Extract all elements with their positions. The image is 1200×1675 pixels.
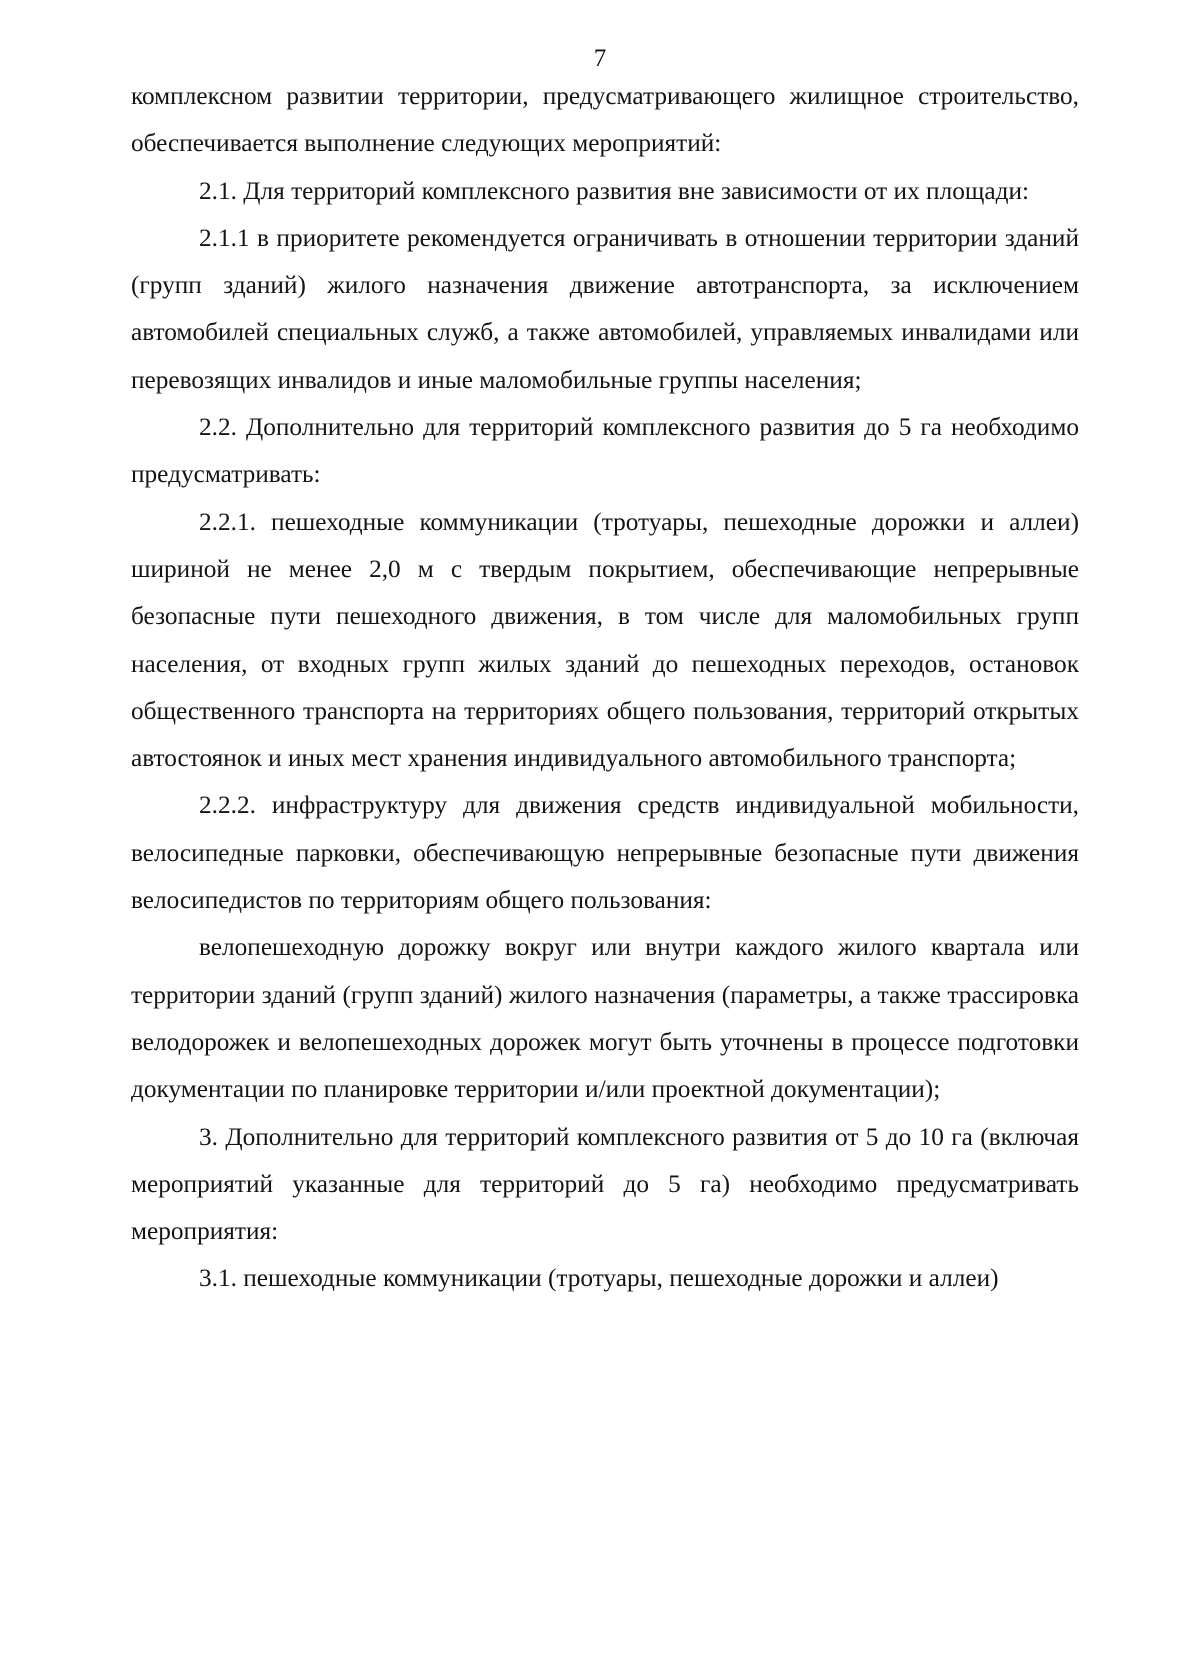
paragraph-bike-path: велопешеходную дорожку вокруг или внутри каждого жилого квартала или территории зданий (групп зданий) жилого назначения (параметры, а также трассировка велодорожек и велопешеходных дорожек могут быть уточнены в процессе подготовки документации по планировке территории и/или проектной документации); [131,933,1079,1104]
paragraph-2-2-1: 2.2.1. пешеходные коммуникации (тротуары, пешеходные дорожки и аллеи) шириной не менее 2,0 м с твердым покрытием, обеспечивающие непрерывные безопасные пути пешеходного движения, в том числе для маломобильных групп населения, от входных групп жилых зданий до пешеходных переходов, остановок общественного транспорта на территориях общего пользования, территорий открытых автостоянок и иных мест хранения индивидуального автомобильного транспорта; [131,507,1079,773]
document-body [131,73,1079,1303]
paragraph-3-1: 3.1. пешеходные коммуникации (тротуары, пешеходные дорожки и аллеи) [199,1264,999,1293]
page-number: 7 [593,45,607,72]
paragraph-2-1: 2.1. Для территорий комплексного развития вне зависимости от их площади: [199,176,1030,205]
paragraph-2-2: 2.2. Дополнительно для территорий комплексного развития до 5 га необходимо предусматривать: [131,413,1079,489]
paragraph-3: 3. Дополнительно для территорий комплексного развития от 5 до 10 га (включая мероприятий указанные для территорий до 5 га) необходимо предусматривать мероприятия: [131,1122,1079,1246]
paragraph-2-2-2: 2.2.2. инфраструктуру для движения средств индивидуальной мобильности, велосипедные парковки, обеспечивающую непрерывные безопасные пути движения велосипедистов по территориям общего пользования: [131,791,1079,915]
paragraph-2-1-1: 2.1.1 в приоритете рекомендуется ограничивать в отношении территории зданий (групп зданий) жилого назначения движение автотранспорта, за исключением автомобилей специальных служб, а также автомобилей, управляемых инвалидами или перевозящих инвалидов и иные маломобильные группы населения; [131,223,1079,394]
paragraph-continuation: комплексном развитии территории, предусматривающего жилищное строительство, обеспечивается выполнение следующих мероприятий: [131,82,1079,158]
